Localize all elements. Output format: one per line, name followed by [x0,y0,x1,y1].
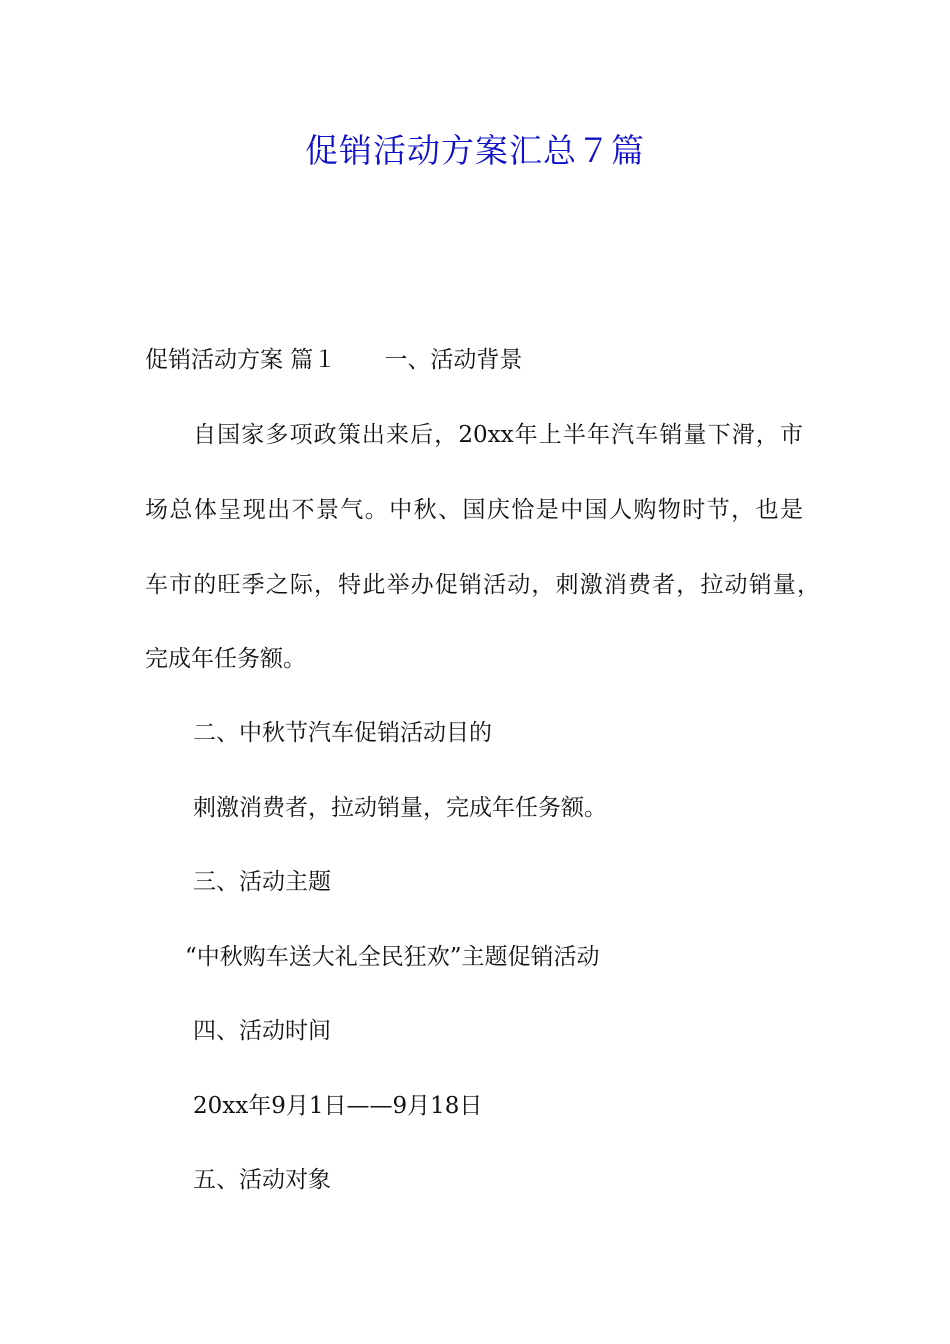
section-heading-1: 一、活动背景 [384,347,523,373]
section-body-2: 刺激消费者，拉动销量，完成年任务额。 [193,795,607,821]
section-heading-5: 五、活动对象 [193,1167,331,1193]
paragraph-line: 完成年任务额。 [145,646,306,672]
part-label: 促销活动方案 篇１ [145,347,337,373]
paragraph-line: 车市的旺季之际，特此举办促销活动，刺激消费者，拉动销量， [145,572,820,598]
heading-line [145,344,522,376]
section-heading-2: 二、中秋节汽车促销活动目的 [193,720,492,746]
section-heading-4: 四、活动时间 [193,1018,331,1044]
paragraph-line: 自国家多项政策出来后，20xx年上半年汽车销量下滑，市 [193,422,803,448]
document-title: 促销活动方案汇总７篇 [305,131,645,170]
section-heading-3: 三、活动主题 [193,869,331,895]
paragraph-line: 场总体呈现出不景气。中秋、国庆恰是中国人购物时节，也是 [145,497,803,523]
section-body-4: 20xx年9月1日——9月18日 [193,1093,483,1119]
section-body-3: “中秋购车送大礼全民狂欢”主题促销活动 [185,944,600,970]
